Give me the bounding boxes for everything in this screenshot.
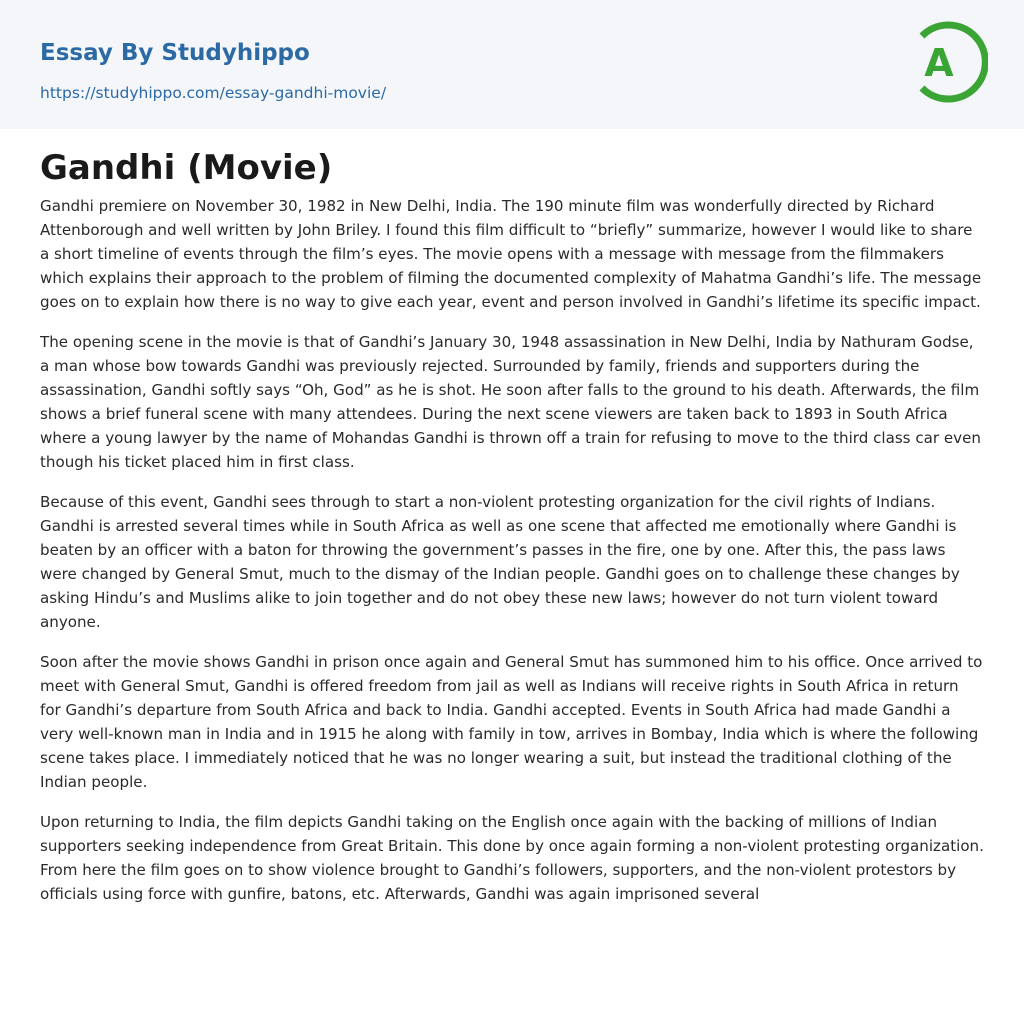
page-header: [0, 0, 1024, 129]
essay-paragraph: Gandhi premiere on November 30, 1982 in New Delhi, India. The 190 minute film was wonderfully directed by Richard Attenborough and well written by John Briley. I found this film difficult to “briefly” summarize, however I would like to share a short timeline of events through the film’s eyes. The movie opens with a message with message from the filmmakers which explains their approach to the problem of filming the documented complexity of Mahatma Gandhi’s life. The message goes on to explain how there is no way to give each year, event and person involved in Gandhi’s lifetime its specific impact.: [40, 197, 982, 311]
logo-letter: A: [924, 41, 954, 85]
essay-body: [40, 194, 984, 922]
source-url-link[interactable]: https://studyhippo.com/essay-gandhi-movie/: [40, 84, 387, 102]
essay-paragraph: Soon after the movie shows Gandhi in prison once again and General Smut has summoned him to his office. Once arrived to meet with General Smut, Gandhi is offered freedom from jail as well as Indians will receive rights in South Africa in return for Gandhi’s departure from South Africa and back to India. Gandhi accepted. Events in South Africa had made Gandhi a very well-known man in India and in 1915 he along with family in tow, arrives in Bombay, India which is where the following scene takes place. I immediately noticed that he was no longer wearing a suit, but instead the traditional clothing of the Indian people.: [40, 653, 983, 791]
essay-paragraph: Because of this event, Gandhi sees through to start a non-violent protesting organization for the civil rights of Indians. Gandhi is arrested several times while in South Africa as well as one scene that affected me emotionally where Gandhi is beaten by an officer with a baton for throwing the government’s passes in the fire, one by one. After this, the pass laws were changed by General Smut, much to the dismay of the Indian people. Gandhi goes on to challenge these changes by asking Hindu’s and Muslims alike to join together and do not obey these new laws; however do not turn violent toward anyone.: [40, 493, 960, 631]
essay-title: Gandhi (Movie): [40, 148, 333, 188]
essay-paragraph: Upon returning to India, the film depicts Gandhi taking on the English once again with the backing of millions of Indian supporters seeking independence from Great Britain. This done by once again forming a non-violent protesting organization. From here the film goes on to show violence brought to Gandhi’s followers, supporters, and the non-violent protestors by officials using force with gunfire, batons, etc. Afterwards, Gandhi was again imprisoned several: [40, 813, 984, 903]
circle-a-logo-icon[interactable]: [908, 18, 988, 106]
site-title[interactable]: Essay By Studyhippo: [40, 40, 310, 66]
essay-paragraph: The opening scene in the movie is that of Gandhi’s January 30, 1948 assassination in New Delhi, India by Nathuram Godse, a man whose bow towards Gandhi was previously rejected. Surrounded by family, friends and supporters during the assassination, Gandhi softly says “Oh, God” as he is shot. He soon after falls to the ground to his death. Afterwards, the film shows a brief funeral scene with many attendees. During the next scene viewers are taken back to 1893 in South Africa where a young lawyer by the name of Mohandas Gandhi is thrown off a train for refusing to move to the third class car even though his ticket placed him in first class.: [40, 333, 981, 471]
